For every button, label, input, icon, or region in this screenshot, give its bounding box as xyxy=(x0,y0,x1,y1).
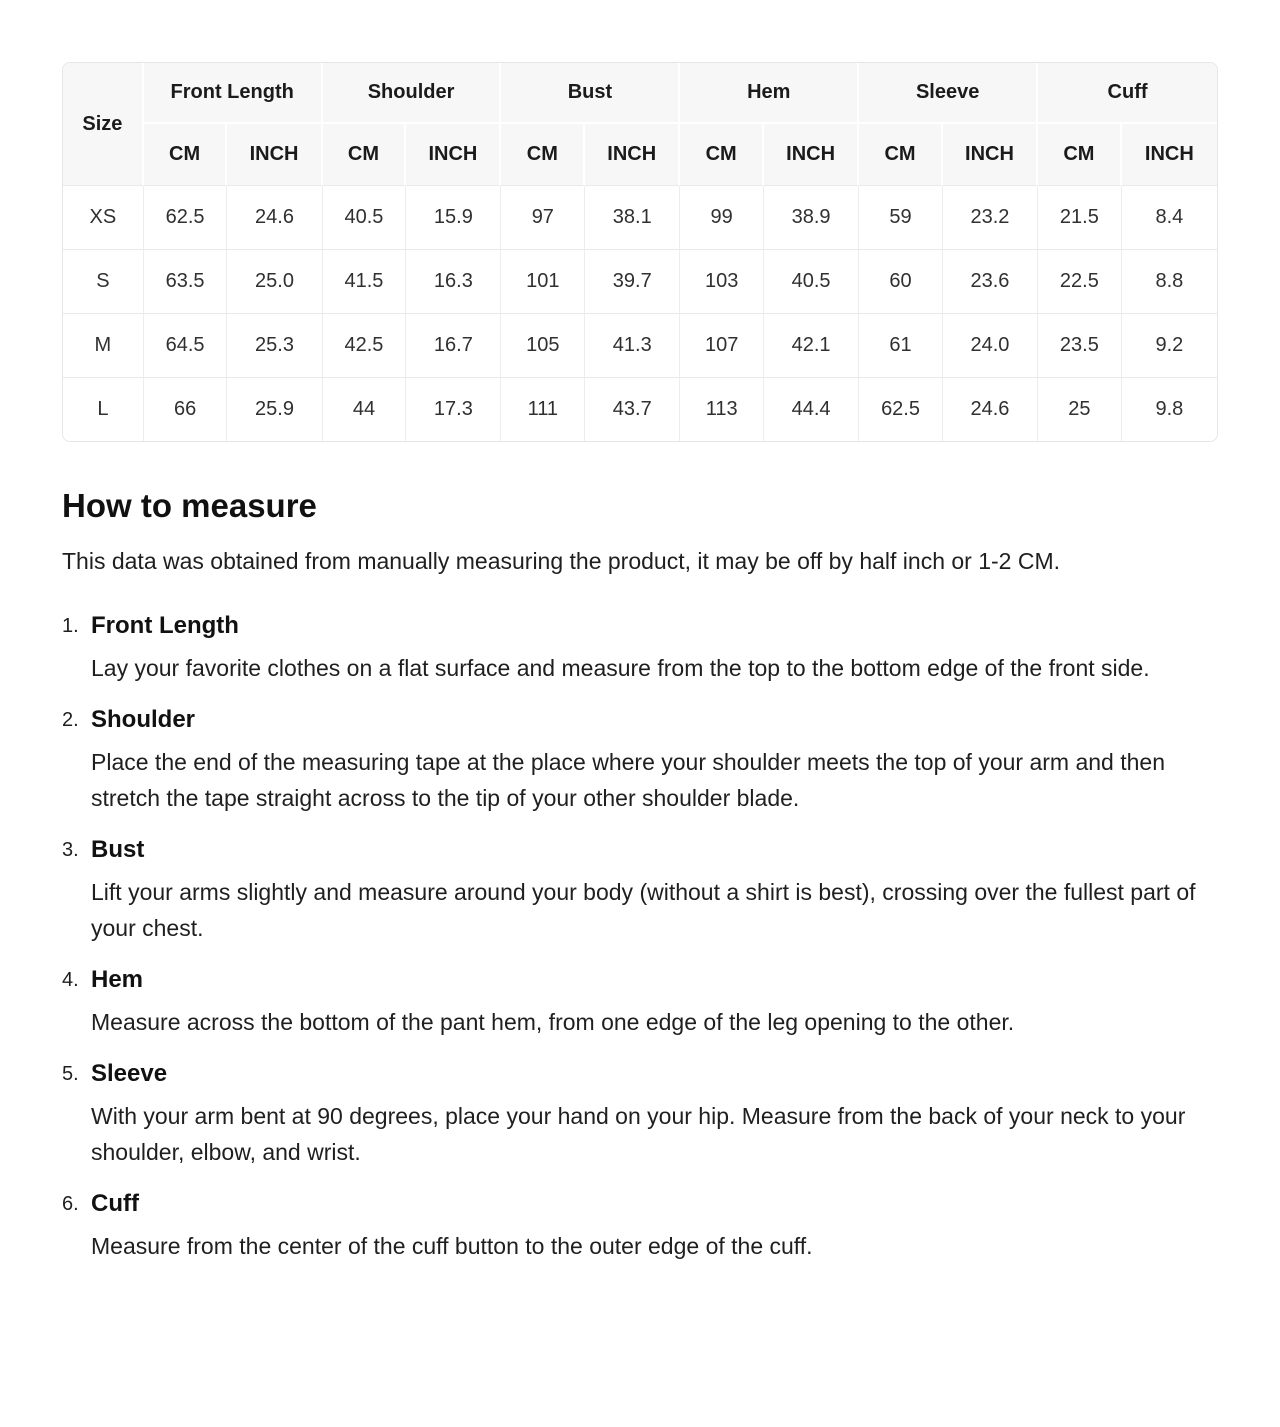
measurement-cell: 22.5 xyxy=(1038,250,1122,314)
measurement-cell: 111 xyxy=(501,378,585,441)
measurement-group-header: Sleeve xyxy=(859,63,1038,124)
unit-header: INCH xyxy=(585,124,680,186)
measurement-cell: 113 xyxy=(680,378,764,441)
list-item-number: 3. xyxy=(62,838,79,861)
measurement-cell: 38.1 xyxy=(585,186,680,250)
measurement-cell: 25.0 xyxy=(227,250,322,314)
measurement-cell: 40.5 xyxy=(323,186,407,250)
measurement-cell: 8.4 xyxy=(1122,186,1217,250)
measurement-cell: 17.3 xyxy=(406,378,501,441)
list-item-number: 1. xyxy=(62,614,79,637)
how-to-measure-title: How to measure xyxy=(62,487,317,524)
measurement-cell: 62.5 xyxy=(859,378,943,441)
how-to-measure-list xyxy=(62,611,1218,1264)
measurement-cell: 62.5 xyxy=(144,186,228,250)
table-row xyxy=(63,314,1217,378)
list-item-number: 5. xyxy=(62,1062,79,1085)
measurement-group-header: Bust xyxy=(501,63,680,124)
table-row xyxy=(63,186,1217,250)
measurement-cell: 24.6 xyxy=(227,186,322,250)
list-item-number: 6. xyxy=(62,1192,79,1215)
list-item-title: Bust xyxy=(91,835,145,863)
measurement-group-header: Front Length xyxy=(144,63,323,124)
measurement-cell: 23.2 xyxy=(943,186,1038,250)
measurement-cell: 39.7 xyxy=(585,250,680,314)
list-item-number: 2. xyxy=(62,708,79,731)
list-item-description: Lift your arms slightly and measure around your body (without a shirt is best), crossing over the fullest part of your chest. xyxy=(91,878,1196,941)
unit-header: CM xyxy=(323,124,407,186)
size-cell: M xyxy=(63,314,144,378)
list-item-title: Front Length xyxy=(91,611,239,639)
measurement-cell: 16.7 xyxy=(406,314,501,378)
measurement-cell: 63.5 xyxy=(144,250,228,314)
list-item xyxy=(62,1189,1218,1264)
unit-header: CM xyxy=(1038,124,1122,186)
measurement-group-header: Cuff xyxy=(1038,63,1217,124)
measurement-cell: 97 xyxy=(501,186,585,250)
unit-header: CM xyxy=(501,124,585,186)
list-item-title: Sleeve xyxy=(91,1059,168,1087)
list-item-number: 4. xyxy=(62,968,79,991)
unit-header: INCH xyxy=(943,124,1038,186)
measurement-cell: 8.8 xyxy=(1122,250,1217,314)
measurement-cell: 16.3 xyxy=(406,250,501,314)
measurement-cell: 25 xyxy=(1038,378,1122,441)
size-chart xyxy=(62,62,1218,442)
size-cell: L xyxy=(63,378,144,441)
size-chart-table xyxy=(63,63,1217,441)
measurement-cell: 66 xyxy=(144,378,228,441)
size-chart-body xyxy=(63,186,1217,441)
measurement-cell: 61 xyxy=(859,314,943,378)
measurement-cell: 23.5 xyxy=(1038,314,1122,378)
measurement-cell: 64.5 xyxy=(144,314,228,378)
list-item-description: Measure across the bottom of the pant hem, from one edge of the leg opening to the other. xyxy=(91,1008,1015,1035)
measurement-cell: 103 xyxy=(680,250,764,314)
size-cell: S xyxy=(63,250,144,314)
how-to-measure-intro: This data was obtained from manually measuring the product, it may be off by half inch or 1-2 CM. xyxy=(62,547,1061,574)
table-row xyxy=(63,250,1217,314)
measurement-cell: 107 xyxy=(680,314,764,378)
measurement-cell: 101 xyxy=(501,250,585,314)
unit-header: INCH xyxy=(227,124,322,186)
measurement-cell: 42.1 xyxy=(764,314,859,378)
unit-header: INCH xyxy=(406,124,501,186)
list-item-description: Lay your favorite clothes on a flat surface and measure from the top to the bottom edge of the front side. xyxy=(91,654,1150,681)
list-item xyxy=(62,1059,1218,1170)
size-chart-group-row xyxy=(63,63,1217,124)
measurement-cell: 9.8 xyxy=(1122,378,1217,441)
size-chart-units-row xyxy=(63,124,1217,186)
list-item-title: Shoulder xyxy=(91,705,196,733)
measurement-cell: 44.4 xyxy=(764,378,859,441)
measurement-cell: 60 xyxy=(859,250,943,314)
measurement-cell: 41.5 xyxy=(323,250,407,314)
measurement-cell: 105 xyxy=(501,314,585,378)
measurement-cell: 43.7 xyxy=(585,378,680,441)
measurement-cell: 99 xyxy=(680,186,764,250)
unit-header: INCH xyxy=(764,124,859,186)
list-item-title: Cuff xyxy=(91,1189,139,1217)
size-cell: XS xyxy=(63,186,144,250)
measurement-cell: 40.5 xyxy=(764,250,859,314)
measurement-cell: 25.9 xyxy=(227,378,322,441)
unit-header: CM xyxy=(680,124,764,186)
unit-header: INCH xyxy=(1122,124,1217,186)
measurement-cell: 24.6 xyxy=(943,378,1038,441)
measurement-cell: 44 xyxy=(323,378,407,441)
measurement-cell: 25.3 xyxy=(227,314,322,378)
measurement-cell: 21.5 xyxy=(1038,186,1122,250)
unit-header: CM xyxy=(144,124,228,186)
list-item xyxy=(62,965,1218,1040)
list-item-description: Measure from the center of the cuff button to the outer edge of the cuff. xyxy=(91,1232,813,1259)
list-item-description: With your arm bent at 90 degrees, place your hand on your hip. Measure from the back of your neck to your shoulder, elbow, and wrist. xyxy=(91,1102,1186,1165)
measurement-cell: 9.2 xyxy=(1122,314,1217,378)
size-column-header: Size xyxy=(63,63,144,186)
list-item-title: Hem xyxy=(91,965,144,993)
measurement-cell: 38.9 xyxy=(764,186,859,250)
list-item xyxy=(62,611,1218,686)
unit-header: CM xyxy=(859,124,943,186)
measurement-group-header: Hem xyxy=(680,63,859,124)
measurement-cell: 23.6 xyxy=(943,250,1038,314)
list-item xyxy=(62,835,1218,946)
list-item xyxy=(62,705,1218,816)
measurement-cell: 24.0 xyxy=(943,314,1038,378)
list-item-description: Place the end of the measuring tape at the place where your shoulder meets the top of your arm and then stretch the tape straight across to the tip of your other shoulder blade. xyxy=(91,748,1165,811)
measurement-cell: 42.5 xyxy=(323,314,407,378)
measurement-cell: 15.9 xyxy=(406,186,501,250)
measurement-group-header: Shoulder xyxy=(323,63,502,124)
measurement-cell: 59 xyxy=(859,186,943,250)
measurement-cell: 41.3 xyxy=(585,314,680,378)
table-row xyxy=(63,378,1217,441)
